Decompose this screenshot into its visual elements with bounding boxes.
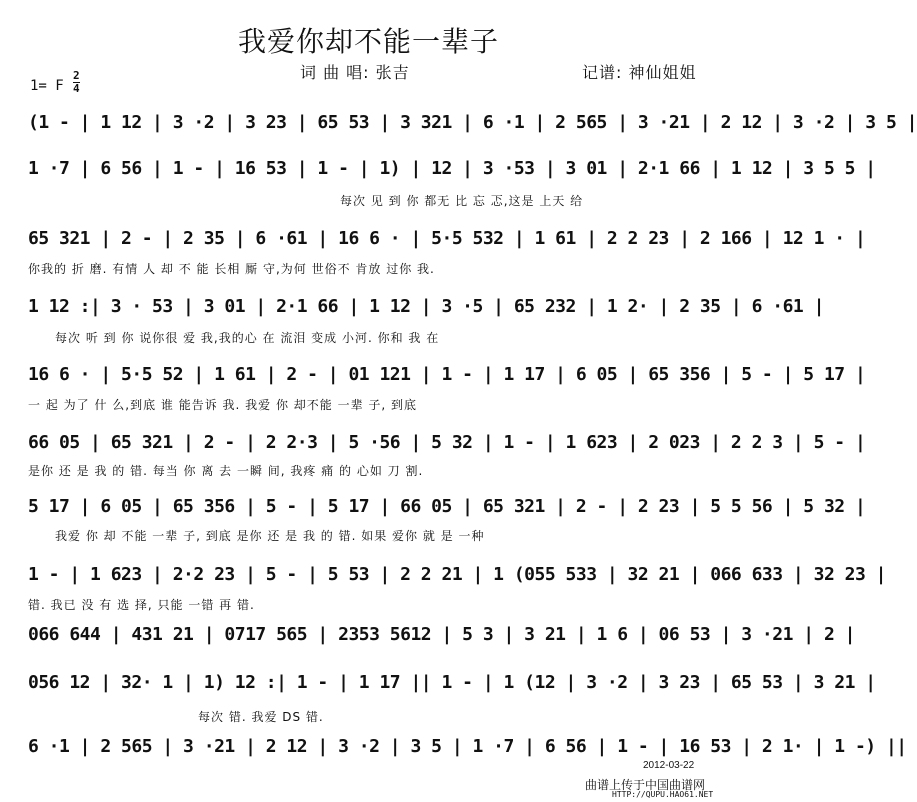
lyrics-row: 你我的 折 磨. 有情 人 却 不 能 长相 厮 守,为何 世俗不 肯放 过你 我.: [28, 262, 435, 276]
score-row: 1 - | 1 623 | 2·2 23 | 5 - | 5 53 | 2 2 21 | 1 (055 533 | 32 21 | 066 633 | 32 23 |: [28, 564, 886, 585]
upload-date: 2012-03-22: [643, 760, 695, 771]
site-watermark: 曲谱上传于中国曲谱网: [585, 778, 706, 792]
score-row: (1 - | 1 12 | 3 ·2 | 3 23 | 65 53 | 3 321 | 6 ·1 | 2 565 | 3 ·21 | 2 12 | 3 ·2 | 3 5 |: [28, 112, 917, 133]
time-signature: [73, 70, 80, 95]
lyrics-row: 我爱 你 却 不能 一辈 子, 到底 是你 还 是 我 的 错. 如果 爱你 就 是 一种: [55, 529, 485, 543]
score-row: 056 12 | 32· 1 | 1) 12 :| 1 - | 1 17 || 1 - | 1 (12 | 3 ·2 | 3 23 | 65 53 | 3 21 |: [28, 672, 876, 693]
lyrics-row: 一 起 为了 什 么,到底 谁 能告诉 我. 我爱 你 却不能 一辈 子, 到底: [28, 398, 418, 412]
lyrics-row: 错. 我已 没 有 选 择, 只能 一错 再 错.: [28, 598, 255, 612]
score-row: 16 6 · | 5·5 52 | 1 61 | 2 - | 01 121 | 1 - | 1 17 | 6 05 | 65 356 | 5 - | 5 17 |: [28, 364, 866, 385]
lyrics-row: 每次 错. 我爱 DS 错.: [198, 710, 324, 724]
lyrics-row: 每次 听 到 你 说你很 爱 我,我的心 在 流泪 变成 小河. 你和 我 在: [55, 331, 440, 345]
score-row: 65 321 | 2 - | 2 35 | 6 ·61 | 16 6 · | 5·5 532 | 1 61 | 2 2 23 | 2 166 | 12 1 · |: [28, 228, 866, 249]
time-signature-top: 2: [73, 69, 80, 82]
lyrics-row: 是你 还 是 我 的 错. 每当 你 离 去 一瞬 间, 我疼 痛 的 心如 刀 割.: [28, 464, 424, 478]
score-row: 1 ·7 | 6 56 | 1 - | 16 53 | 1 - | 1) | 12 | 3 ·53 | 3 01 | 2·1 66 | 1 12 | 3 5 5 |: [28, 158, 876, 179]
score-row: 066 644 | 431 21 | 0717 565 | 2353 5612 | 5 3 | 3 21 | 1 6 | 06 53 | 3 ·21 | 2 |: [28, 624, 855, 645]
site-url: HTTP://QUPU.HAO61.NET: [612, 790, 714, 799]
score-row: 5 17 | 6 05 | 65 356 | 5 - | 5 17 | 66 05 | 65 321 | 2 - | 2 23 | 5 5 56 | 5 32 |: [28, 496, 866, 517]
key-signature: 1= F: [30, 78, 64, 94]
score-row: 6 ·1 | 2 565 | 3 ·21 | 2 12 | 3 ·2 | 3 5 | 1 ·7 | 6 56 | 1 - | 16 53 | 2 1· | 1 -) ||: [28, 736, 907, 757]
score-row: 1 12 :| 3 · 53 | 3 01 | 2·1 66 | 1 12 | 3 ·5 | 65 232 | 1 2· | 2 35 | 6 ·61 |: [28, 296, 824, 317]
song-title: 我爱你却不能一辈子: [237, 25, 499, 58]
lyrics-row: 每次 见 到 你 都无 比 忘 忑,这是 上天 给: [340, 194, 584, 208]
transcriber-credit: 记谱: 神仙姐姐: [582, 63, 697, 82]
time-signature-bottom: 4: [73, 82, 80, 95]
composer-credits: 词 曲 唱: 张吉: [300, 63, 410, 82]
score-row: 66 05 | 65 321 | 2 - | 2 2·3 | 5 ·56 | 5 32 | 1 - | 1 623 | 2 023 | 2 2 3 | 5 - |: [28, 432, 866, 453]
